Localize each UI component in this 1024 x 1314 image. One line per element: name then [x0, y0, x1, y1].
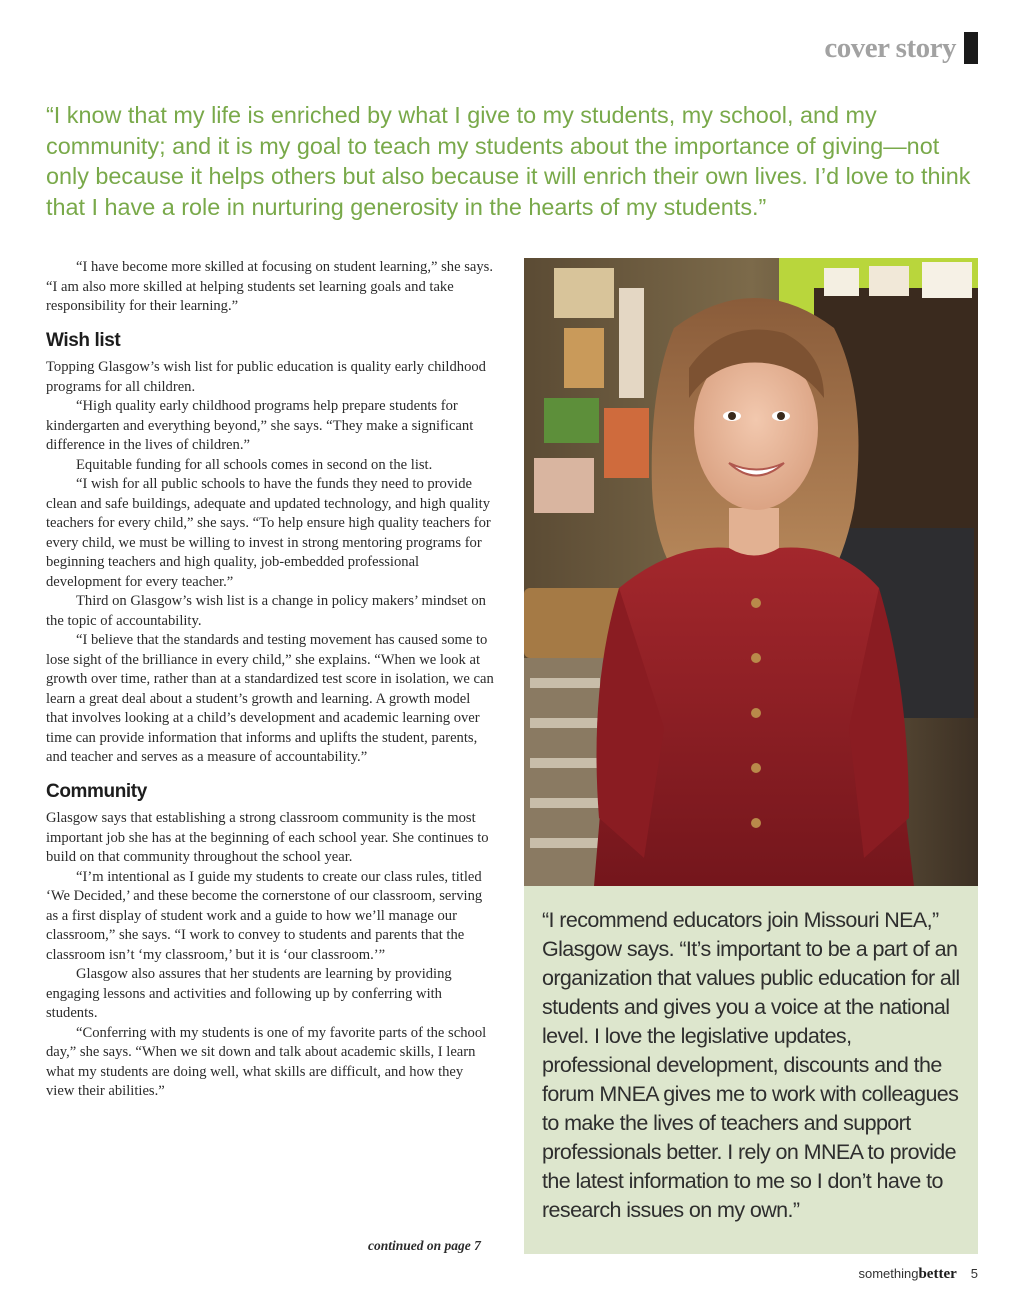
teacher-portrait-photo [524, 258, 978, 886]
article-column [46, 258, 494, 1102]
section-bar-marker [964, 32, 978, 64]
wish-list-paragraph: Topping Glasgow’s wish list for public education is quality early childhood programs for all children. [46, 359, 486, 395]
wish-list-paragraph: “I believe that the standards and testing movement has caused some to lose sight of the brilliance in every child,” she explains. “When we look at growth over time, rather than at a standardized test score in isolation, we can learn a great deal about a student’s growth and learning. A growth model that involves looking at a child’s development and academic learning over time can provide information that informs and uplifts the student, parents, and teacher and serves as a measure of accountability.” [46, 632, 494, 765]
wish-list-heading: Wish list [46, 329, 121, 351]
community-paragraph: “I’m intentional as I guide my students to create our class rules, titled ‘We Decided,’ and these become the cornerstone of our classroom, serving as a first display of student work and a guide to how we’ll manage our classroom,” she says. “I work to convey to students and parents that the classroom isn’t ‘my classroom,’ but it is ‘our classroom.’” [46, 868, 483, 963]
sidebar-quote: “I recommend educators join Missouri NEA,” Glasgow says. “It’s important to be a part of an organization that values public education for all students and gives you a voice at the national level. I love the legislative updates, professional development, discounts and the forum MNEA gives me to work with colleagues to make the lives of teachers and support professionals better. I rely on MNEA to provide the latest information to me so I don’t have to research issues on my own.” [542, 908, 960, 1222]
page-number: 5 [970, 1266, 978, 1281]
pull-quote: “I know that my life is enriched by what I give to my students, my school, and my community; and it is my goal to teach my students about the importance of giving—not only because it helps others but also because it will enrich their own lives. I’d love to think that I have a role in nurturing generosity in the hearts of my students.” [46, 102, 971, 220]
community-heading: Community [46, 780, 147, 802]
continued-note: continued on page 7 [368, 1238, 481, 1253]
wish-list-paragraph: Equitable funding for all schools comes in second on the list. [76, 456, 433, 473]
page-footer [858, 1266, 978, 1283]
community-paragraph: Glasgow also assures that her students are learning by providing engaging lessons and activities and following up by conferring with students. [46, 966, 452, 1021]
intro-paragraph: “I have become more skilled at focusing on student learning,” she says. “I am also more skilled at helping students set learning goals and take responsibility for their learning.” [46, 259, 494, 314]
wish-list-paragraph: “I wish for all public schools to have the funds they need to provide clean and safe buildings, adequate and updated technology, and high quality teachers for every child,” she says. “To help ensure high quality teachers for every child, we must be willing to invest in strong mentoring programs for beginning teachers and high quality, job-embedded professional development for every teacher.” [46, 476, 491, 590]
section-header [824, 30, 978, 66]
wish-list-paragraph: Third on Glasgow’s wish list is a change in policy makers’ mindset on the topic of accountability. [46, 593, 486, 629]
publication-name-bold: better [918, 1266, 957, 1282]
sidebar-quote-box [524, 886, 978, 1254]
community-paragraph: “Conferring with my students is one of my favorite parts of the school day,” she says. “When we sit down and talk about academic skills, I learn what my students are doing well, what skills are difficult, and how they view their abilities.” [46, 1024, 487, 1099]
community-paragraph: Glasgow says that establishing a strong classroom community is the most important job she has at the beginning of each school year. She continues to build on that community throughout the school year. [46, 810, 489, 865]
publication-name-light: something [858, 1266, 919, 1281]
wish-list-paragraph: “High quality early childhood programs help prepare students for kindergarten and everything beyond,” she says. “They make a significant difference in the lives of children.” [46, 398, 474, 453]
section-title: cover story [824, 31, 956, 64]
